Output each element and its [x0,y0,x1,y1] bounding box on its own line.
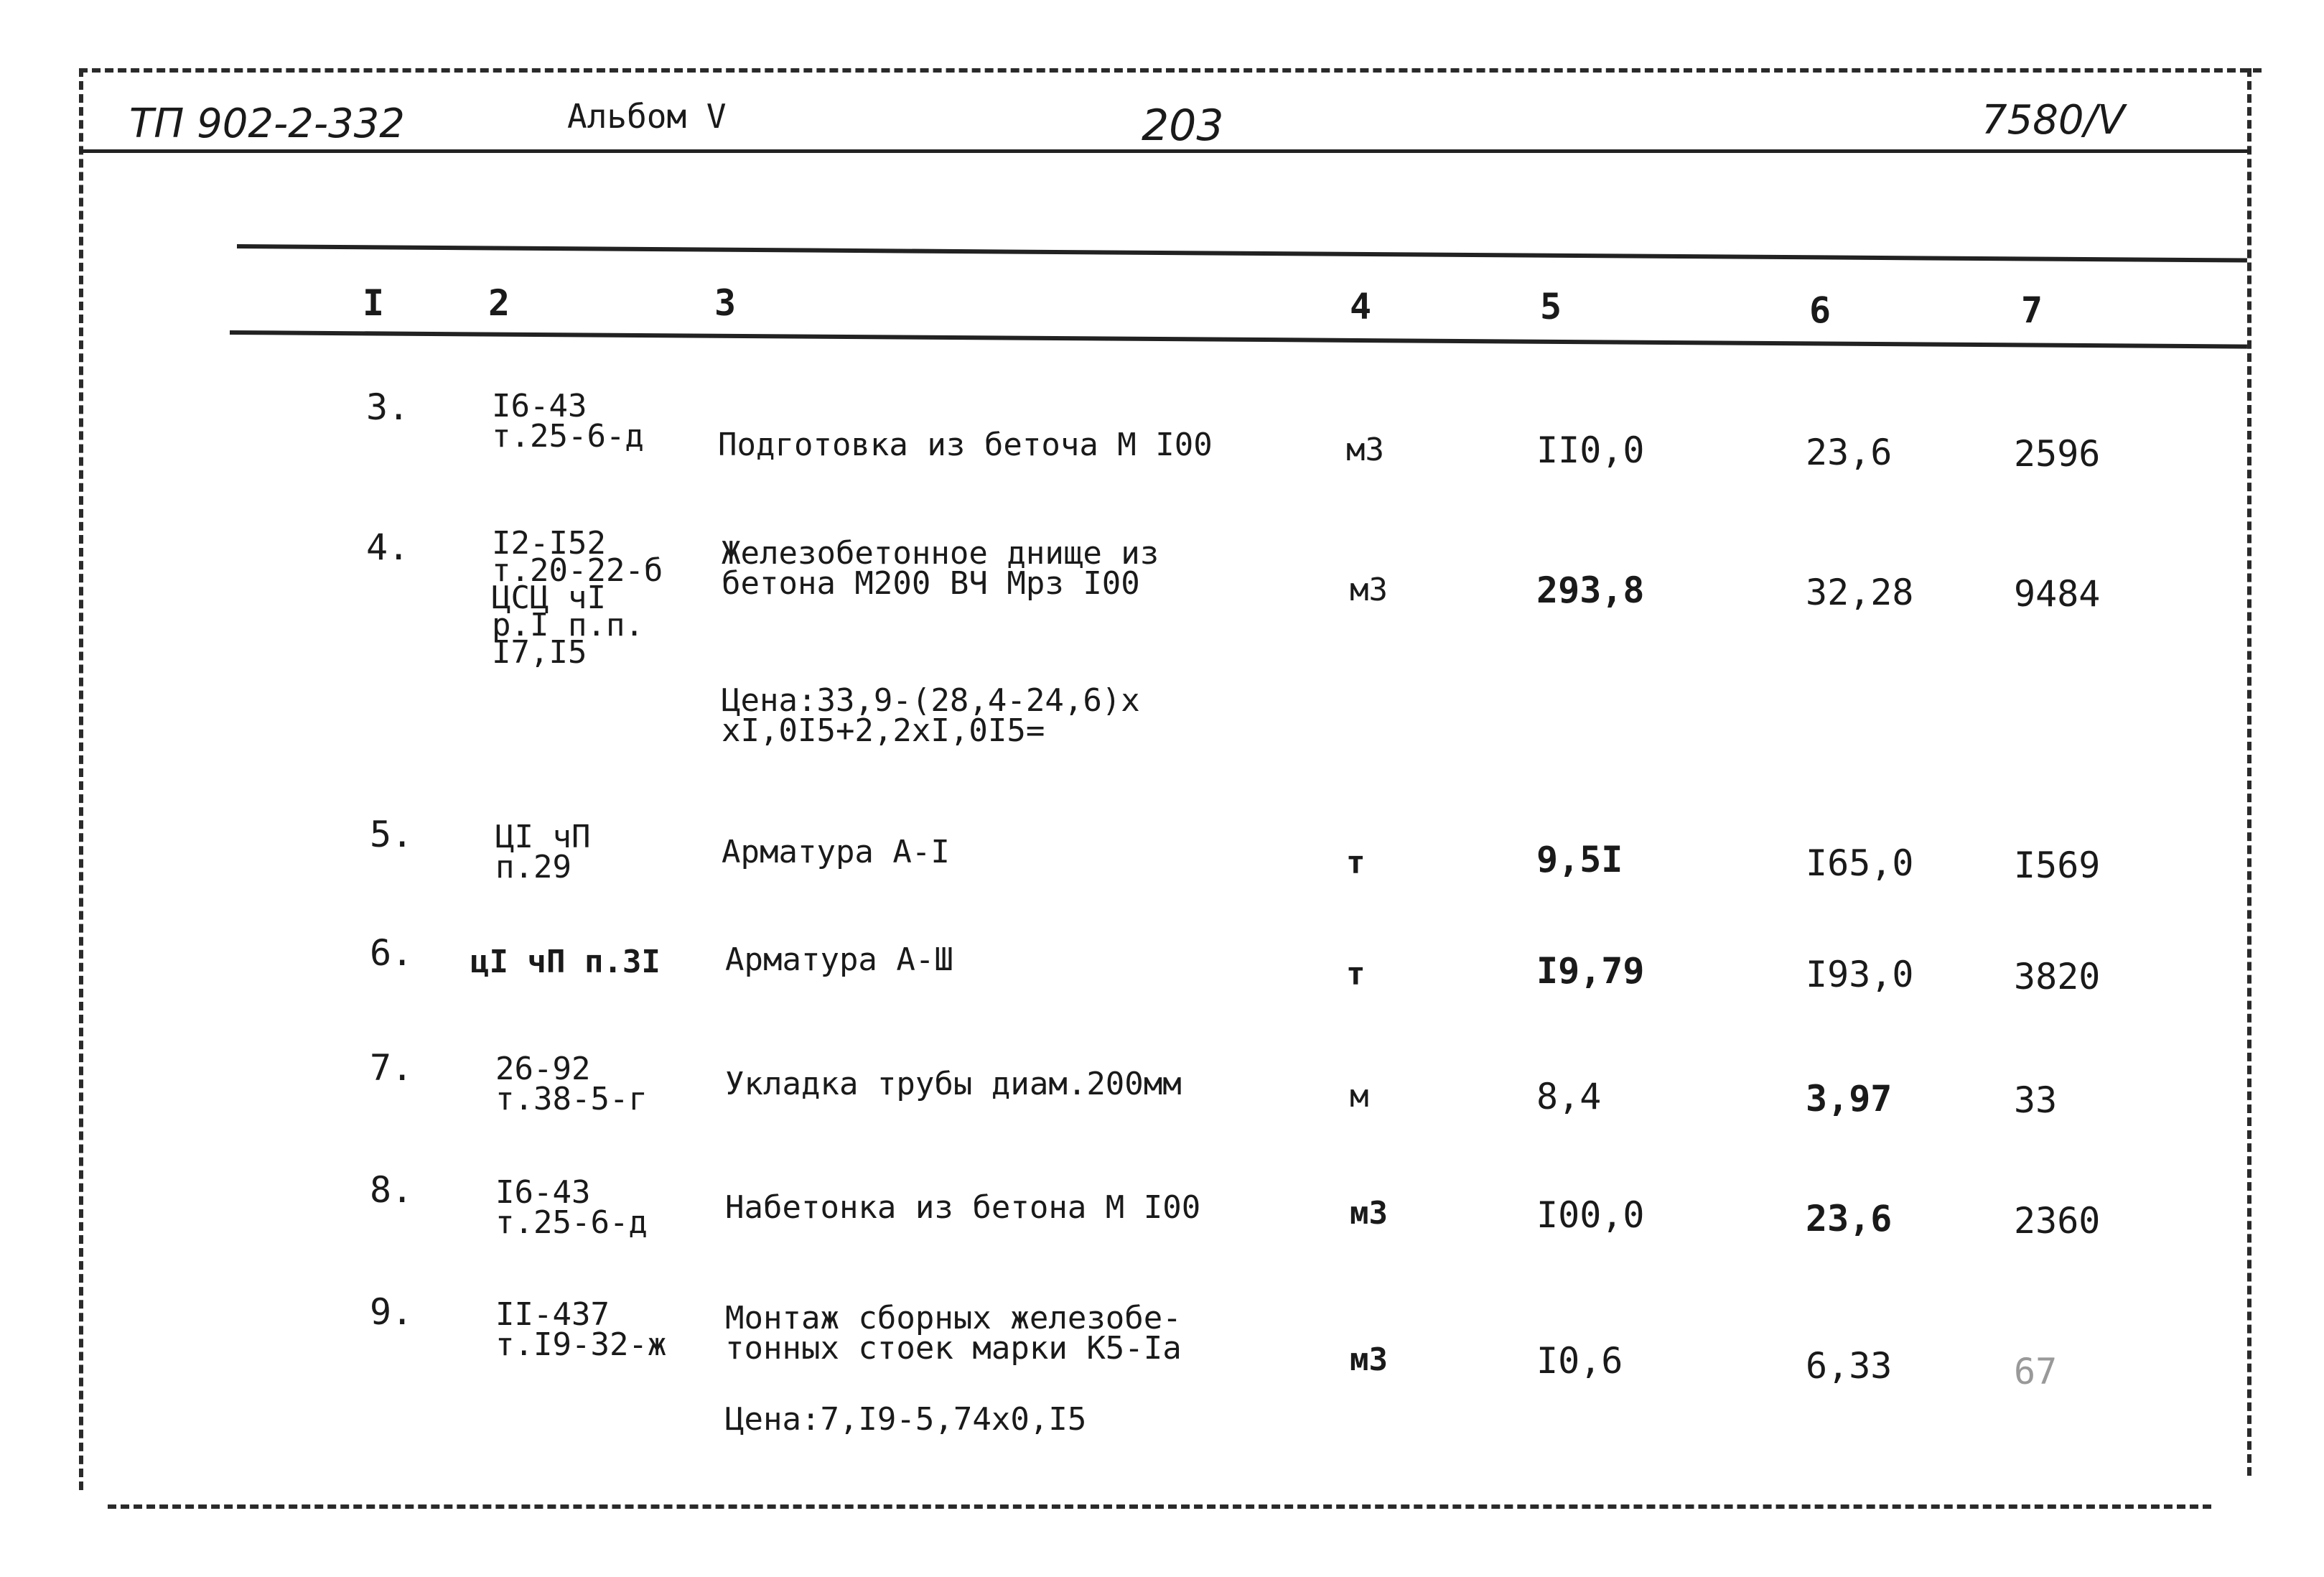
col-header-5: 5 [1540,286,1562,327]
row-reference: 26-92 т.38-5-г [495,1051,648,1117]
row-number: 7. [370,1047,414,1089]
row-unit-price: 6,33 [1806,1345,1893,1387]
row-description: Железобетонное днище из бетона М200 ВЧ Мрз I00 [722,535,1159,602]
col-header-2: 2 [488,282,510,324]
row-quantity: II0,0 [1536,429,1645,471]
row-unit-price: 3,97 [1806,1078,1893,1120]
row-number: 4. [366,526,410,568]
row-unit: м3 [1350,1195,1388,1232]
row-quantity: I0,6 [1536,1340,1623,1382]
row-total: I569 [2014,845,2101,886]
row-unit: т [1346,956,1366,992]
row-description: Набетонка из бетона М I00 [725,1189,1201,1226]
row-reference: ЦI чП п.29 [495,819,591,885]
row-description: Монтаж сборных железобе- тонных стоек марки К5-Iа [725,1300,1182,1367]
row-description: Подготовка из беточа М I00 [718,427,1213,463]
row-reference: I2-I52 т.20-22-б ЦСЦ чI р.I п.п. I7,I5 [492,525,663,671]
col-header-3: 3 [714,282,737,324]
row-number: 3. [366,386,410,428]
row-total: 67 [2014,1351,2058,1392]
row-total: 3820 [2014,956,2101,997]
frame-top [79,68,2262,73]
row-description: Арматура А-Ш [725,941,953,978]
row-unit: м3 [1350,1341,1388,1378]
row-total: 2360 [2014,1200,2101,1242]
row-total: 33 [2014,1079,2058,1121]
table-top-rule [237,244,2247,263]
row-number: 8. [370,1169,414,1211]
album-label: Альбом V [567,97,727,136]
row-reference: цI чП п.3I [470,944,661,980]
row-quantity: 9,5I [1536,839,1623,880]
row-unit-price: 23,6 [1806,1198,1893,1239]
row-reference: II-437 т.I9-32-ж [495,1296,667,1363]
row-unit-price: I93,0 [1806,954,1914,995]
row-quantity: I9,79 [1536,950,1645,992]
row-unit: м3 [1346,432,1384,468]
table-header-rule [230,330,2247,349]
row-note: Цена:7,I9-5,74х0,I5 [725,1401,1087,1438]
row-unit-price: 23,6 [1806,432,1893,473]
row-number: 5. [370,814,414,855]
row-unit-price: 32,28 [1806,572,1914,613]
row-unit: м [1350,1078,1369,1115]
row-reference: I6-43 т.25-6-д [495,1174,648,1241]
row-note: Цена:33,9-(28,4-24,6)х хI,0I5+2,2хI,0I5= [722,682,1140,749]
row-total: 2596 [2014,433,2101,475]
page-number: 203 [1142,101,1224,151]
row-unit: т [1346,845,1366,881]
archive-number: 7580/V [1982,97,2125,144]
col-header-4: 4 [1350,286,1372,327]
col-header-6: 6 [1809,289,1831,331]
row-description: Укладка трубы диам.200мм [725,1066,1182,1102]
doc-code: ТП 902-2-332 [129,101,405,147]
row-unit: м3 [1350,572,1388,608]
row-unit-price: I65,0 [1806,842,1914,884]
col-header-7: 7 [2021,289,2043,331]
row-reference: I6-43 т.25-6-д [492,388,644,455]
row-quantity: I00,0 [1536,1194,1645,1236]
frame-right [2247,68,2251,1476]
frame-left [79,68,83,1490]
row-description: Арматура А-I [722,834,950,870]
row-total: 9484 [2014,573,2101,615]
row-quantity: 8,4 [1536,1076,1602,1117]
frame-bottom [108,1504,2211,1509]
row-number: 9. [370,1291,414,1333]
col-header-1: I [363,282,385,324]
row-number: 6. [370,932,414,974]
row-quantity: 293,8 [1536,569,1645,611]
